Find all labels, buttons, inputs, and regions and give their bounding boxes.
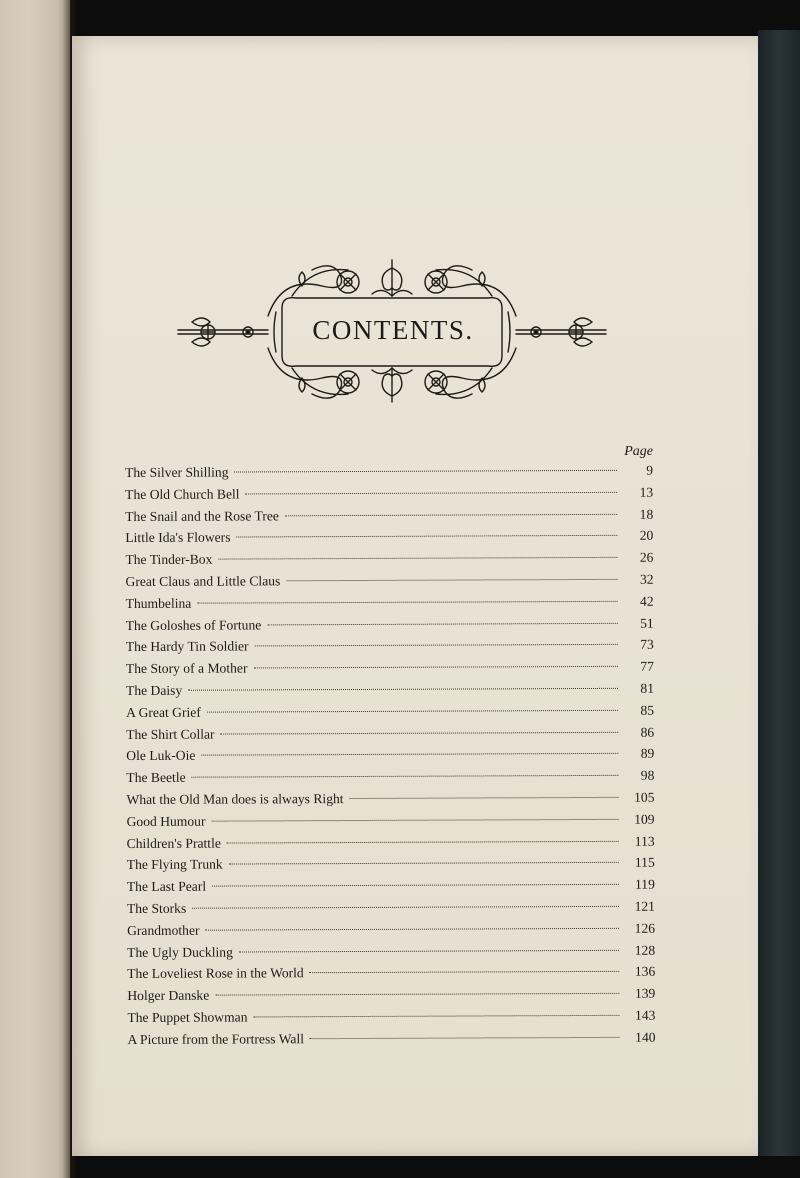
toc-entry xyxy=(126,721,654,745)
toc-entry xyxy=(126,612,654,636)
toc-entry-title: The Snail and the Rose Tree xyxy=(125,507,279,524)
toc-entry-page: 128 xyxy=(634,942,656,958)
toc-entry-page: 9 xyxy=(646,462,654,478)
dot-leader xyxy=(212,884,619,887)
dot-leader xyxy=(253,666,617,669)
toc-entry-page: 86 xyxy=(640,724,655,740)
dot-leader xyxy=(215,993,619,996)
toc-entry-title: The Beetle xyxy=(126,769,186,786)
toc-entry-page: 105 xyxy=(634,789,655,805)
dot-leader xyxy=(239,949,619,952)
toc-entry-page: 13 xyxy=(639,484,654,500)
toc-entry-title: The Last Pearl xyxy=(126,878,207,895)
toc-entry xyxy=(125,503,653,527)
book-cover-edge xyxy=(758,30,800,1156)
toc-entry-title: The Tinder-Box xyxy=(125,551,213,568)
table-of-contents xyxy=(125,460,656,1051)
toc-entry xyxy=(126,634,654,658)
toc-entry xyxy=(125,547,653,571)
toc-entry xyxy=(125,525,653,549)
dot-leader xyxy=(253,1015,619,1018)
dot-leader xyxy=(246,492,618,495)
toc-entry-title: Great Claus and Little Claus xyxy=(125,573,281,589)
toc-entry-page: 42 xyxy=(639,593,654,609)
page-column-label: Page xyxy=(624,444,653,459)
toc-entry-page: 89 xyxy=(640,746,655,762)
toc-entry-title: Grandmother xyxy=(127,922,200,938)
toc-entry-page: 115 xyxy=(634,855,655,871)
dot-leader xyxy=(201,753,618,756)
toc-entry-title: The Flying Trunk xyxy=(126,856,223,873)
toc-entry-page: 20 xyxy=(639,528,654,544)
toc-entry xyxy=(126,590,654,614)
toc-entry-page: 126 xyxy=(634,920,656,936)
toc-entry xyxy=(127,1026,655,1050)
dot-leader xyxy=(218,557,617,560)
toc-entry-title: The Loveliest Rose in the World xyxy=(127,965,304,982)
toc-entry-page: 119 xyxy=(634,876,655,892)
toc-entry-page: 18 xyxy=(639,506,654,522)
dot-leader xyxy=(192,906,619,909)
dot-leader xyxy=(229,862,619,865)
toc-entry-title: The Puppet Showman xyxy=(127,1009,248,1025)
toc-entry-page: 136 xyxy=(634,964,656,980)
dot-leader xyxy=(227,840,619,843)
contents-heading: CONTENTS. xyxy=(312,315,474,345)
toc-entry-title: A Great Grief xyxy=(126,704,201,720)
toc-entry-title: The Silver Shilling xyxy=(125,464,229,480)
dot-leader xyxy=(235,470,618,473)
toc-entry xyxy=(125,481,653,505)
toc-entry-title: The Ugly Duckling xyxy=(127,944,233,960)
toc-entry-page: 85 xyxy=(640,702,655,718)
toc-entry xyxy=(127,852,655,876)
dot-leader xyxy=(286,579,617,581)
toc-entry xyxy=(127,961,655,985)
toc-entry-title: Thumbelina xyxy=(125,595,192,611)
toc-entry xyxy=(126,699,654,723)
toc-entry-title: The Goloshes of Fortune xyxy=(125,616,262,633)
toc-entry xyxy=(127,917,655,941)
dot-leader xyxy=(267,622,617,625)
dot-leader xyxy=(192,775,619,778)
toc-entry-page: 143 xyxy=(634,1007,656,1023)
toc-entry-page: 77 xyxy=(640,658,654,674)
toc-entry-title: The Daisy xyxy=(125,682,183,698)
toc-entry xyxy=(127,808,655,832)
dot-leader xyxy=(207,710,618,713)
toc-entry-title: The Story of a Mother xyxy=(125,660,248,677)
dot-leader xyxy=(310,1037,620,1039)
toc-entry-title: What the Old Man does is always Right xyxy=(126,791,344,807)
dot-leader xyxy=(310,971,620,973)
toc-entry xyxy=(127,983,655,1007)
toc-entry-page: 109 xyxy=(634,811,655,827)
toc-entry-page: 32 xyxy=(639,571,654,587)
dot-leader xyxy=(285,513,617,515)
dot-leader xyxy=(221,731,619,734)
dot-leader xyxy=(211,819,618,822)
toc-entry-title: The Storks xyxy=(126,900,187,916)
toc-entry xyxy=(127,830,655,854)
toc-entry-page: 121 xyxy=(634,898,655,914)
toc-entry xyxy=(126,678,654,702)
dot-leader xyxy=(206,928,620,931)
toc-entry xyxy=(126,743,654,767)
toc-entry-title: Children's Prattle xyxy=(126,835,221,851)
toc-entry xyxy=(127,1005,655,1029)
toc-entry-title: Little Ida's Flowers xyxy=(125,529,231,546)
toc-entry xyxy=(127,874,655,898)
toc-entry-title: Holger Danske xyxy=(127,987,210,1004)
toc-entry-page: 139 xyxy=(634,985,656,1001)
dot-leader xyxy=(255,644,618,647)
toc-entry xyxy=(126,765,654,789)
toc-entry-title: Good Humour xyxy=(126,813,206,829)
toc-entry-title: The Shirt Collar xyxy=(126,726,215,742)
toc-entry-page: 51 xyxy=(640,615,654,631)
toc-entry-title: A Picture from the Fortress Wall xyxy=(127,1030,305,1047)
toc-entry-page: 140 xyxy=(635,1029,656,1045)
dot-leader xyxy=(236,535,617,538)
toc-entry-page: 98 xyxy=(640,767,655,783)
toc-entry xyxy=(126,787,654,811)
toc-entry xyxy=(125,460,653,484)
facing-page-edge xyxy=(0,0,70,1178)
toc-entry-page: 26 xyxy=(639,549,654,565)
dot-leader xyxy=(197,601,617,604)
toc-entry-title: The Hardy Tin Soldier xyxy=(125,638,249,655)
toc-entry xyxy=(127,939,655,963)
dot-leader xyxy=(188,688,618,691)
toc-entry xyxy=(125,569,653,593)
toc-entry xyxy=(126,656,654,680)
toc-entry-title: Ole Luk-Oie xyxy=(126,748,196,764)
toc-entry-page: 113 xyxy=(634,833,655,849)
toc-entry-page: 73 xyxy=(640,637,654,653)
dot-leader xyxy=(350,797,619,799)
toc-entry xyxy=(127,896,655,920)
toc-entry-page: 81 xyxy=(640,680,655,696)
toc-entry-title: The Old Church Bell xyxy=(125,486,240,502)
